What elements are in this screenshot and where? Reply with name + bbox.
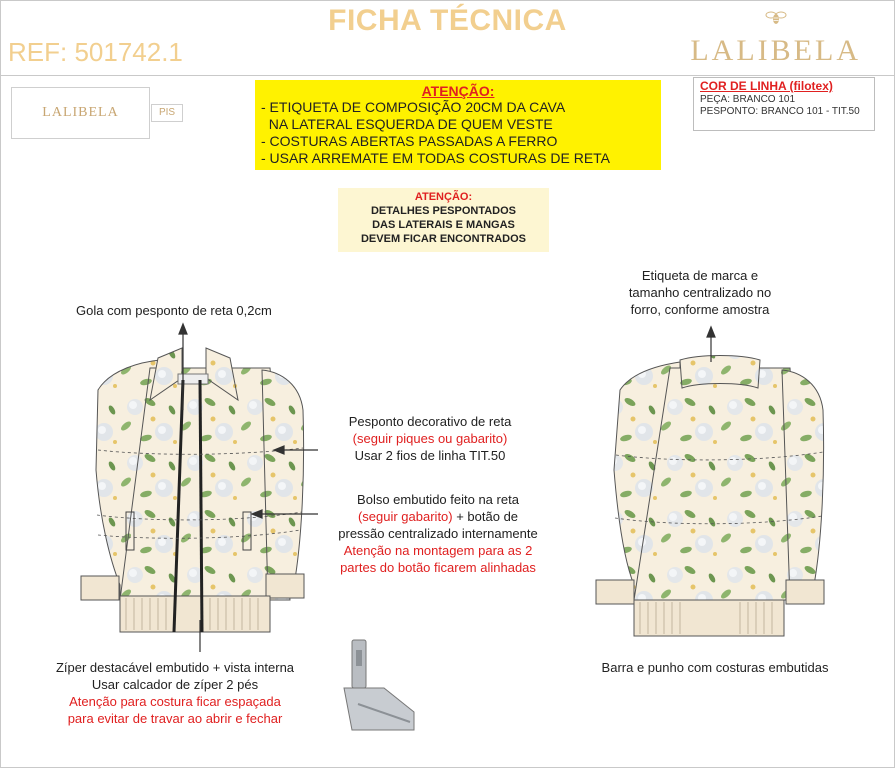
attention-line: NA LATERAL ESQUERDA DE QUEM VESTE <box>261 116 553 132</box>
brand-label-line: forro, conforme amostra <box>630 302 770 317</box>
brand-label-line: Etiqueta de marca e <box>641 268 759 283</box>
pocket-line: partes do botão ficarem alinhadas <box>340 560 536 575</box>
zipper-line: para evitar de travar ao abrir e fechar <box>67 711 283 726</box>
details-attention-line: DAS LATERAIS E MANGAS <box>372 219 515 231</box>
pocket-line-rest: + botão de <box>452 509 519 524</box>
pocket-line-red: (seguir gabarito) <box>357 509 453 524</box>
zipper-note <box>20 659 330 727</box>
attention-heading: ATENÇÃO: <box>421 83 495 99</box>
topstitch-line: Usar 2 fios de linha TIT.50 <box>354 448 506 463</box>
attention-line: - USAR ARREMATE EM TODAS COSTURAS DE RETA <box>261 150 611 166</box>
pocket-line: Bolso embutido feito na reta <box>357 492 519 507</box>
zipper-line: Zíper destacável embutido + vista interna <box>55 660 295 675</box>
zipper-line: Atenção para costura ficar espaçada <box>69 694 281 709</box>
brand-logo: LALIBELA <box>690 34 861 67</box>
brand-label-line: tamanho centralizado no <box>628 285 772 300</box>
pocket-line <box>310 508 566 525</box>
details-attention-heading: ATENÇÃO: <box>414 191 473 203</box>
topstitch-line: (seguir piques ou gabarito) <box>352 431 508 446</box>
pis-tag: PIS <box>151 104 183 122</box>
page-title: FICHA TÉCNICA <box>328 4 567 37</box>
brand-label-note <box>600 267 800 318</box>
topstitch-note <box>320 413 540 464</box>
details-attention-line: DEVEM FICAR ENCONTRADOS <box>360 233 526 245</box>
thread-color-line: PEÇA: BRANCO 101 <box>700 94 796 105</box>
thread-color-line: PESPONTO: BRANCO 101 - TIT.50 <box>700 106 860 117</box>
pocket-line: pressão centralizado internamente <box>338 526 538 541</box>
details-attention-line: DETALHES PESPONTADOS <box>370 205 517 217</box>
front-jacket-drawing <box>81 348 304 632</box>
attention-line: - ETIQUETA DE COMPOSIÇÃO 20CM DA CAVA <box>261 99 566 115</box>
reference-code: REF: 501742.1 <box>8 37 183 67</box>
thread-color-heading: COR DE LINHA (filotex) <box>700 79 833 93</box>
collar-note: Gola com pesponto de reta 0,2cm <box>76 303 272 318</box>
zipper-line: Usar calcador de zíper 2 pés <box>91 677 259 692</box>
attention-line: - COSTURAS ABERTAS PASSADAS A FERRO <box>261 133 558 149</box>
presser-foot-icon <box>344 640 414 730</box>
back-jacket-drawing <box>596 356 824 637</box>
hem-note: Barra e punho com costuras embutidas <box>601 660 829 675</box>
pocket-line: Atenção na montagem para as 2 <box>343 543 533 558</box>
pocket-note <box>310 491 566 576</box>
topstitch-line: Pesponto decorativo de reta <box>348 414 512 429</box>
label-brand-text: LALIBELA <box>42 105 119 120</box>
